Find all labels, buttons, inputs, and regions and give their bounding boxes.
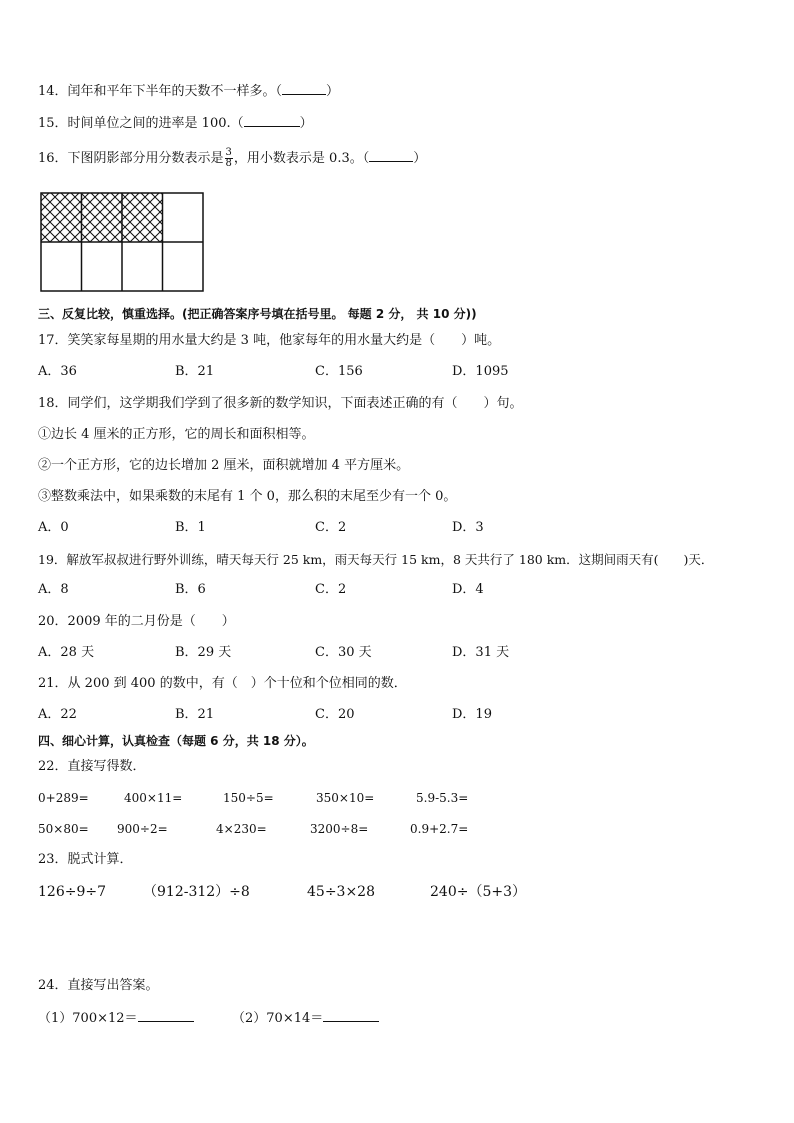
option-c[interactable]: C．156 <box>315 364 363 379</box>
calc-item: 0.9+2.7= <box>410 822 469 836</box>
shaded-cell <box>122 193 163 242</box>
question-14: 14．闰年和平年下半年的天数不一样多。（ ） <box>38 84 340 99</box>
option-a[interactable]: A．8 <box>38 582 69 597</box>
option-c[interactable]: C．20 <box>315 707 355 722</box>
question-20: 20．2009 年的二月份是（ ） <box>38 614 235 629</box>
calc-item: 50×80= <box>38 822 89 836</box>
option-b[interactable]: B．6 <box>175 582 206 597</box>
option-a[interactable]: A．28 天 <box>38 645 95 660</box>
option-b[interactable]: B．1 <box>175 520 206 535</box>
answer-blank[interactable] <box>369 149 413 162</box>
statement-2: ②一个正方形，它的边长增加 2 厘米，面积就增加 4 平方厘米。 <box>38 458 410 473</box>
calc-item: 150÷5= <box>223 791 274 805</box>
answer-blank[interactable] <box>244 114 300 127</box>
option-d[interactable]: D．1095 <box>452 364 509 379</box>
option-c[interactable]: C．2 <box>315 582 347 597</box>
calc-item: 0+289= <box>38 791 89 805</box>
question-17: 17．笑笑家每星期的用水量大约是 3 吨，他家每年的用水量大约是（ ）吨。 <box>38 333 501 348</box>
shaded-cell <box>41 193 82 242</box>
expression: 126÷9÷7 <box>38 884 106 900</box>
option-b[interactable]: B．21 <box>175 364 215 379</box>
option-c[interactable]: C．30 天 <box>315 645 372 660</box>
answer-blank[interactable] <box>282 82 326 95</box>
question-24: 24．直接写出答案。 <box>38 978 159 993</box>
calc-item: 5.9-5.3= <box>416 791 469 805</box>
calc-item: 3200÷8= <box>310 822 369 836</box>
question-23: 23．脱式计算． <box>38 852 133 867</box>
question-15-text: 15．时间单位之间的进率是 100.（ <box>38 116 244 131</box>
expression: 45÷3×28 <box>307 884 375 900</box>
answer-item-2: （2）70×14＝ <box>232 1009 379 1028</box>
calc-item: 4×230= <box>216 822 267 836</box>
question-21: 21．从 200 到 400 的数中，有（ ）个十位和个位相同的数． <box>38 676 407 691</box>
statement-3: ③整数乘法中，如果乘数的末尾有 1 个 0，那么积的末尾至少有一个 0。 <box>38 489 457 504</box>
answer-blank[interactable] <box>138 1009 194 1022</box>
option-d[interactable]: D．19 <box>452 707 492 722</box>
question-16: 16．下图阴影部分用分数表示是 $\frac{3}{8}$ ，用小数表示是 0.3。（ ） <box>38 147 427 169</box>
statement-1: ①边长 4 厘米的正方形，它的周长和面积相等。 <box>38 427 315 442</box>
section-4-heading: 四、细心计算，认真检查（每题 6 分，共 18 分）。 <box>38 734 314 748</box>
question-19: 19．解放军叔叔进行野外训练，晴天每天行 25 km，雨天每天行 15 km，8 天共行了 180 km．这期间雨天有( )天． <box>38 552 714 567</box>
option-b[interactable]: B．21 <box>175 707 215 722</box>
question-18: 18．同学们，这学期我们学到了很多新的数学知识，下面表述正确的有（ ）句。 <box>38 396 523 411</box>
option-d[interactable]: D．31 天 <box>452 645 510 660</box>
calc-item: 400×11= <box>124 791 183 805</box>
option-a[interactable]: A．0 <box>38 520 69 535</box>
answer-blank[interactable] <box>323 1009 379 1022</box>
expression: （912-312）÷8 <box>143 884 250 900</box>
option-a[interactable]: A．36 <box>38 364 77 379</box>
option-d[interactable]: D．3 <box>452 520 484 535</box>
option-a[interactable]: A．22 <box>38 707 77 722</box>
answer-item-1: （1）700×12＝ <box>38 1009 194 1028</box>
question-15: 15．时间单位之间的进率是 100.（ ） <box>38 116 313 131</box>
question-14-text: 14．闰年和平年下半年的天数不一样多。（ <box>38 84 283 99</box>
fraction: $\frac{3}{8}$ <box>225 147 232 169</box>
calc-item: 900÷2= <box>117 822 168 836</box>
expression: 240÷（5+3） <box>430 884 526 900</box>
option-d[interactable]: D．4 <box>452 582 484 597</box>
calc-item: 350×10= <box>316 791 375 805</box>
question-22: 22．直接写得数． <box>38 759 146 774</box>
shaded-grid-figure <box>40 192 206 294</box>
shaded-cell <box>82 193 123 242</box>
option-c[interactable]: C．2 <box>315 520 347 535</box>
option-b[interactable]: B．29 天 <box>175 645 232 660</box>
section-3-heading: 三、反复比较，慎重选择。(把正确答案序号填在括号里。 每题 2 分， 共 10 分)) <box>38 307 477 321</box>
